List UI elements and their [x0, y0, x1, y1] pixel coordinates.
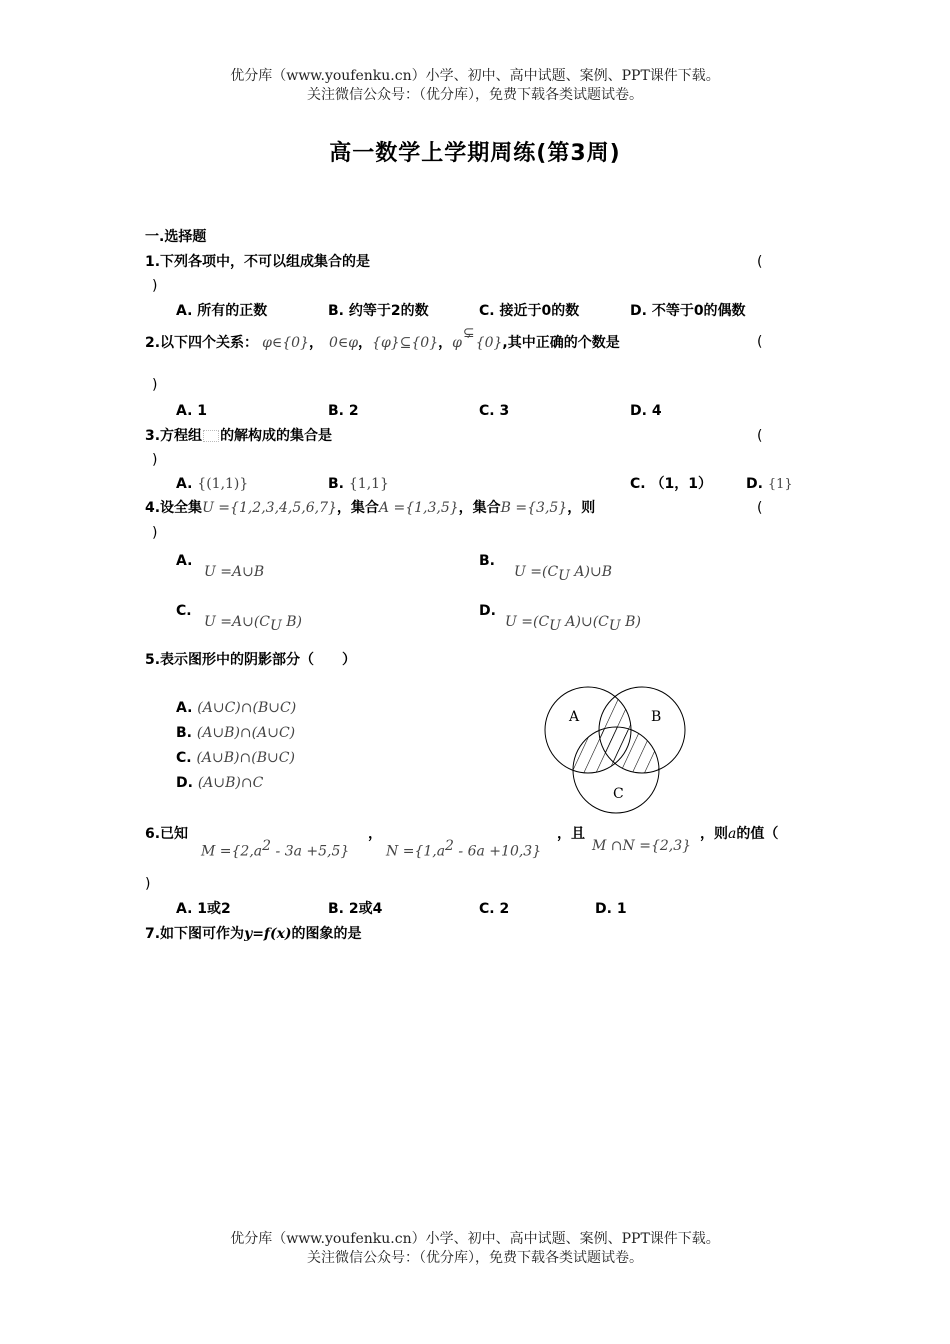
q3-option-b-label: B.	[328, 476, 344, 492]
q1-paren-close: )	[152, 278, 158, 294]
q6-option-a: A. 1或2	[176, 901, 231, 917]
q2-stem	[145, 325, 620, 352]
q2-paren-close: )	[152, 377, 158, 393]
q6-tail-post: 的值（	[736, 826, 779, 842]
footer-line-1: 优分库（www.youfenku.cn）小学、初中、高中试题、案例、PPT课件下载。	[230, 1231, 720, 1247]
q5-option-d-label: D.	[176, 775, 193, 791]
q6-set-m-sup: 2	[262, 838, 272, 854]
q4-tail: ，则	[567, 500, 596, 516]
q5-option-c-label: C.	[176, 750, 192, 766]
q5-option-d-expr: (A∪B)∩C	[197, 775, 264, 791]
q4-option-a-label: A.	[176, 553, 193, 569]
q2-relation-4-left: φ	[452, 335, 462, 351]
q5-option-b-expr: (A∪B)∩(A∪C)	[196, 725, 296, 741]
q4-option-c-expr	[204, 613, 302, 635]
q2-option-a: A. 1	[176, 403, 208, 419]
header-line-2: 关注微信公众号：（优分库），免费下载各类试题试卷。	[307, 87, 643, 103]
q4-option-c-expr-sub: U	[270, 617, 282, 634]
venn-label-a: A	[569, 709, 580, 725]
q1-option-a: A. 所有的正数	[176, 303, 268, 319]
q6-option-d: D. 1	[595, 901, 627, 917]
q4-option-a-expr-text: U =A∪B	[204, 564, 265, 580]
footer-line-2: 关注微信公众号：（优分库），免费下载各类试题试卷。	[307, 1250, 643, 1266]
q2-option-c: C. 3	[479, 403, 510, 419]
q4-option-c-expr-1: U =A∪(C	[204, 614, 270, 630]
q5-option-c-expr: (A∪B)∩(B∪C)	[196, 750, 295, 766]
q4-option-b-expr-sub: U	[558, 567, 570, 584]
q2-stem-text: 2.以下四个关系：	[145, 335, 259, 351]
q2-option-d: D. 4	[630, 403, 662, 419]
header-line-1: 优分库（www.youfenku.cn）小学、初中、高中试题、案例、PPT课件下载。	[230, 68, 720, 84]
q3-option-b-value: {1,1}	[348, 476, 389, 492]
q4-option-b-expr-1: U =(C	[514, 564, 559, 580]
q7-stem-pre: 7.如下图可作为	[145, 926, 245, 942]
q1-paren-open: (	[757, 254, 763, 270]
q2-comma-2: ，	[358, 335, 373, 351]
q6-set-m	[201, 837, 349, 861]
q1-option-b: B. 约等于2的数	[328, 303, 429, 319]
q4-option-b-label: B.	[479, 553, 495, 569]
q6-intersection	[592, 837, 691, 855]
q4-stem	[145, 499, 595, 517]
page-title: 高一数学上学期周练(第3周)	[329, 141, 621, 166]
q4-set-b: B ={3,5}	[500, 500, 568, 516]
q4-option-c-label: C.	[176, 603, 192, 619]
q7-stem-post: 的图象的是	[291, 926, 362, 942]
q2-paren-open: (	[757, 334, 763, 350]
q6-option-b: B. 2或4	[328, 901, 383, 917]
q6-set-m-2: - 3a +5,5}	[271, 843, 350, 860]
q4-option-b-expr	[514, 563, 612, 585]
q5-option-c	[176, 749, 295, 767]
q2-option-b: B. 2	[328, 403, 359, 419]
q6-intersection-expr: M ∩N ={2,3}	[592, 838, 692, 854]
q6-tail	[700, 825, 778, 843]
q3-stem	[145, 427, 332, 445]
q5-option-a-expr: (A∪C)∩(B∪C)	[197, 700, 297, 716]
q5-stem: 5.表示图形中的阴影部分（ ）	[145, 652, 357, 668]
q4-mid-1: ，集合	[336, 500, 379, 516]
q6-stem-pre: 6.已知	[145, 826, 189, 842]
q3-option-a-label: A.	[176, 476, 193, 492]
q5-option-b-label: B.	[176, 725, 192, 741]
venn-label-b: B	[651, 709, 662, 725]
q3-paren-close: )	[152, 452, 158, 468]
q3-paren-open: (	[757, 428, 763, 444]
q2-comma-3: ，	[438, 335, 453, 351]
q4-option-d-label: D.	[479, 603, 496, 619]
q4-option-d-expr-3: B)	[620, 614, 641, 630]
q2-relation-1: φ∈{0}	[262, 335, 309, 351]
q2-relation-4-right: {0}	[475, 335, 503, 351]
q7-stem	[145, 925, 362, 943]
q4-option-d-expr-2: A)∪(C	[560, 614, 609, 630]
q3-option-d	[746, 475, 793, 494]
q4-option-b-expr-2: A)∪B	[569, 564, 613, 580]
q3-option-b	[328, 475, 389, 493]
q4-mid-2: ，集合	[458, 500, 501, 516]
q4-option-a-expr	[204, 563, 264, 581]
q6-set-n-sup: 2	[445, 838, 454, 854]
q3-option-d-value: {1}	[767, 477, 793, 492]
q2-proper-subset-symbol: ⊊	[462, 325, 475, 341]
q4-universal-set: U ={1,2,3,4,5,6,7}	[202, 500, 337, 516]
q6-comma-1: ，	[368, 826, 382, 842]
q3-stem-post: 的解构成的集合是	[220, 428, 333, 444]
q3-option-a	[176, 475, 248, 493]
q4-option-d-expr-sub-2: U	[608, 617, 621, 634]
q5-option-a-label: A.	[176, 700, 193, 716]
q3-stem-pre: 3.方程组	[145, 428, 203, 444]
q4-paren-open: (	[757, 500, 763, 516]
q3-option-a-value: {(1,1)}	[197, 476, 249, 492]
q4-option-d-expr	[505, 613, 641, 635]
q6-set-n-1: N ={1,a	[386, 843, 446, 860]
q4-option-d-expr-sub-1: U	[549, 617, 561, 634]
q2-tail: ,其中正确的个数是	[502, 335, 620, 351]
q4-paren-close: )	[152, 525, 158, 541]
q4-option-c-expr-2: B)	[281, 614, 303, 630]
q6-set-n	[386, 837, 541, 861]
q5-option-d	[176, 774, 263, 792]
q2-comma-1: ，	[308, 335, 323, 351]
q2-relation-3: {φ}⊆{0}	[372, 335, 439, 351]
q6-paren-close: )	[145, 876, 151, 892]
q3-equation-system-placeholder	[203, 430, 219, 442]
q3-option-d-label: D.	[746, 476, 763, 492]
q5-option-a	[176, 699, 296, 717]
q4-stem-pre: 4.设全集	[145, 500, 203, 516]
q1-stem: 1.下列各项中，不可以组成集合的是	[145, 254, 371, 270]
q2-relation-2: 0∈φ	[328, 335, 359, 351]
q5-venn-diagram	[540, 684, 690, 818]
venn-label-c: C	[613, 786, 624, 802]
q1-option-d: D. 不等于0的偶数	[630, 303, 746, 319]
q4-option-d-expr-1: U =(C	[505, 614, 550, 630]
q3-option-c: C. （1，1）	[630, 476, 712, 492]
q6-var-a: a	[728, 826, 737, 842]
q6-set-m-1: M ={2,a	[201, 843, 263, 860]
q6-set-n-2: - 6a +10,3}	[453, 843, 542, 860]
q4-set-a: A ={1,3,5}	[378, 500, 459, 516]
q6-option-c: C. 2	[479, 901, 510, 917]
q6-comma-2: ，且	[557, 826, 585, 842]
q7-function: y=f(x)	[244, 926, 292, 942]
q5-option-b	[176, 724, 295, 742]
q6-tail-pre: ，则	[700, 826, 728, 842]
section-heading: 一.选择题	[145, 229, 207, 245]
q1-option-c: C. 接近于0的数	[479, 303, 580, 319]
